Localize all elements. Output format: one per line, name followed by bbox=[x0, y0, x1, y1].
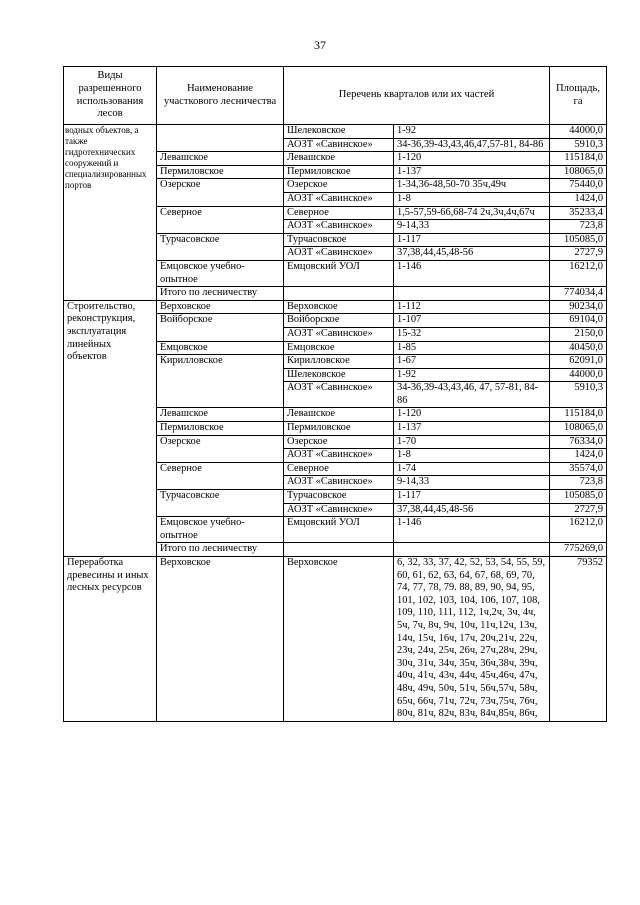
quarters-cell: 1-74 bbox=[394, 462, 550, 476]
district-cell: АОЗТ «Савинское» bbox=[284, 503, 394, 517]
district-cell bbox=[284, 287, 394, 301]
quarters-cell: 1-8 bbox=[394, 449, 550, 463]
total-area: 774034,4 bbox=[550, 287, 607, 301]
quarters-cell bbox=[394, 543, 550, 557]
quarters-cell: 37,38,44,45,48-56 bbox=[394, 247, 550, 261]
area-cell: 35233,4 bbox=[550, 206, 607, 220]
quarters-cell: 1-120 bbox=[394, 152, 550, 166]
area-cell: 1424,0 bbox=[550, 449, 607, 463]
area-cell: 1424,0 bbox=[550, 192, 607, 206]
district-cell: Левашское bbox=[284, 152, 394, 166]
header-quarters: Перечень кварталов или их частей bbox=[284, 67, 550, 125]
table-row bbox=[64, 125, 607, 139]
forestry-cell: Северное bbox=[157, 462, 284, 489]
use-kind-cell: водных объектов, а также гидротехнических сооружений и специализированных портов bbox=[64, 125, 157, 301]
district-cell: Кирилловское bbox=[284, 355, 394, 369]
quarters-cell: 1-70 bbox=[394, 435, 550, 449]
district-cell: Турчасовское bbox=[284, 233, 394, 247]
total-label: Итого по лесничеству bbox=[157, 543, 284, 557]
quarters-cell: 37,38,44,45,48-56 bbox=[394, 503, 550, 517]
district-cell: Емцовское bbox=[284, 341, 394, 355]
district-cell: Емцовский УОЛ bbox=[284, 517, 394, 543]
quarters-cell: 9-14,33 bbox=[394, 476, 550, 490]
area-cell: 5910,3 bbox=[550, 138, 607, 152]
area-cell: 723,8 bbox=[550, 476, 607, 490]
area-cell: 75440,0 bbox=[550, 179, 607, 193]
district-cell: Пермиловское bbox=[284, 165, 394, 179]
area-cell: 723,8 bbox=[550, 220, 607, 234]
forestry-cell: Войборское bbox=[157, 314, 284, 341]
area-cell: 105085,0 bbox=[550, 233, 607, 247]
district-cell: Озерское bbox=[284, 179, 394, 193]
forestry-cell: Кирилловское bbox=[157, 355, 284, 408]
forestry-cell: Озерское bbox=[157, 435, 284, 462]
district-cell: АОЗТ «Савинское» bbox=[284, 138, 394, 152]
area-cell: 2727,9 bbox=[550, 247, 607, 261]
area-cell: 108065,0 bbox=[550, 422, 607, 436]
quarters-cell: 1-92 bbox=[394, 368, 550, 382]
quarters-cell: 1-137 bbox=[394, 165, 550, 179]
area-cell: 44000,0 bbox=[550, 368, 607, 382]
district-cell: Верховское bbox=[284, 300, 394, 314]
quarters-cell: 1-34,36-48,50-70 35ч,49ч bbox=[394, 179, 550, 193]
quarters-cell: 1-117 bbox=[394, 490, 550, 504]
area-cell: 115184,0 bbox=[550, 408, 607, 422]
district-cell: Шелековское bbox=[284, 368, 394, 382]
quarters-cell: 34-36,39-43,43,46,47,57-81, 84-86 bbox=[394, 138, 550, 152]
area-cell: 79352 bbox=[550, 557, 607, 722]
area-cell: 76334,0 bbox=[550, 435, 607, 449]
area-cell: 16212,0 bbox=[550, 517, 607, 543]
area-cell: 105085,0 bbox=[550, 490, 607, 504]
header-forestry: Наименование участкового лесничества bbox=[157, 67, 284, 125]
forest-use-table bbox=[63, 66, 607, 722]
area-cell: 69104,0 bbox=[550, 314, 607, 328]
district-cell: Северное bbox=[284, 462, 394, 476]
district-cell bbox=[284, 543, 394, 557]
total-label: Итого по лесничеству bbox=[157, 287, 284, 301]
district-cell: АОЗТ «Савинское» bbox=[284, 327, 394, 341]
use-kind-cell: Строительство, реконструкция, эксплуатация линейных объектов bbox=[64, 300, 157, 556]
forestry-cell: Емцовское учебно-опытное bbox=[157, 260, 284, 286]
area-cell: 5910,3 bbox=[550, 382, 607, 408]
quarters-cell: 1-92 bbox=[394, 125, 550, 139]
forestry-cell: Емцовское bbox=[157, 341, 284, 355]
district-cell: Левашское bbox=[284, 408, 394, 422]
district-cell: Озерское bbox=[284, 435, 394, 449]
quarters-cell: 1-120 bbox=[394, 408, 550, 422]
quarters-cell: 1-117 bbox=[394, 233, 550, 247]
page-number: 37 bbox=[314, 38, 326, 52]
quarters-cell: 1-8 bbox=[394, 192, 550, 206]
area-cell: 90234,0 bbox=[550, 300, 607, 314]
table-header-row bbox=[64, 67, 607, 125]
area-cell: 2727,9 bbox=[550, 503, 607, 517]
district-cell: Войборское bbox=[284, 314, 394, 328]
forestry-cell: Пермиловское bbox=[157, 422, 284, 436]
quarters-cell: 1-85 bbox=[394, 341, 550, 355]
quarters-cell: 6, 32, 33, 37, 42, 52, 53, 54, 55, 59, 60, 61, 62, 63, 64, 67, 68, 69, 70, 74, 77, 78, 79. 88, 89, 90, 94, 95, 101, 102, 103, 104, 106, 107, 108, 109, 110, 111, 112, 1ч,2ч, 3ч, 4ч, 5ч, 7ч, 8ч, 9ч, 10ч, 11ч,12ч, 13ч, 14ч, 15ч, 16ч, 17ч, 20ч,21ч, 22ч, 23ч, 24ч, 25ч, 26ч, 27ч,28ч, 29ч, 30ч, 31ч, 34ч, 35ч, 36ч,38ч, 39ч, 40ч, 41ч, 43ч, 44ч, 45ч,46ч, 47ч, 48ч, 49ч, 50ч, 51ч, 56ч,57ч, 58ч, 65ч, 66ч, 71ч, 72ч, 73ч,75ч, 76ч, 80ч, 81ч, 82ч, 83ч, 84ч,85ч, 86ч, bbox=[394, 557, 550, 722]
forestry-cell: Турчасовское bbox=[157, 233, 284, 260]
header-area: Площадь, га bbox=[550, 67, 607, 125]
forestry-cell: Пермиловское bbox=[157, 165, 284, 179]
district-cell: Турчасовское bbox=[284, 490, 394, 504]
table-row bbox=[64, 557, 607, 722]
forestry-cell: Емцовское учебно-опытное bbox=[157, 517, 284, 543]
district-cell: АОЗТ «Савинское» bbox=[284, 382, 394, 408]
quarters-cell: 1-67 bbox=[394, 355, 550, 369]
area-cell: 2150,0 bbox=[550, 327, 607, 341]
table-row bbox=[64, 300, 607, 314]
district-cell: АОЗТ «Савинское» bbox=[284, 192, 394, 206]
forestry-cell: Северное bbox=[157, 206, 284, 233]
quarters-cell: 1-107 bbox=[394, 314, 550, 328]
forestry-cell: Левашское bbox=[157, 152, 284, 166]
forestry-cell: Верховское bbox=[157, 300, 284, 314]
quarters-cell: 1-137 bbox=[394, 422, 550, 436]
forestry-cell: Верховское bbox=[157, 557, 284, 722]
area-cell: 40450,0 bbox=[550, 341, 607, 355]
district-cell: Шелековское bbox=[284, 125, 394, 139]
area-cell: 44000,0 bbox=[550, 125, 607, 139]
quarters-cell: 9-14,33 bbox=[394, 220, 550, 234]
district-cell: Пермиловское bbox=[284, 422, 394, 436]
forestry-cell: Левашское bbox=[157, 408, 284, 422]
district-cell: Верховское bbox=[284, 557, 394, 722]
district-cell: Емцовский УОЛ bbox=[284, 260, 394, 286]
forestry-cell bbox=[157, 125, 284, 152]
quarters-cell: 1-146 bbox=[394, 517, 550, 543]
quarters-cell: 15-32 bbox=[394, 327, 550, 341]
forestry-cell: Турчасовское bbox=[157, 490, 284, 517]
area-cell: 35574,0 bbox=[550, 462, 607, 476]
quarters-cell: 1,5-57,59-66,68-74 2ч,3ч,4ч,67ч bbox=[394, 206, 550, 220]
header-kind: Виды разрешенного использования лесов bbox=[64, 67, 157, 125]
area-cell: 108065,0 bbox=[550, 165, 607, 179]
use-kind-cell: Переработка древесины и иных лесных ресурсов bbox=[64, 557, 157, 722]
district-cell: АОЗТ «Савинское» bbox=[284, 220, 394, 234]
quarters-cell: 1-112 bbox=[394, 300, 550, 314]
district-cell: АОЗТ «Савинское» bbox=[284, 247, 394, 261]
district-cell: АОЗТ «Савинское» bbox=[284, 449, 394, 463]
area-cell: 62091,0 bbox=[550, 355, 607, 369]
area-cell: 16212,0 bbox=[550, 260, 607, 286]
quarters-cell bbox=[394, 287, 550, 301]
total-area: 775269,0 bbox=[550, 543, 607, 557]
quarters-cell: 1-146 bbox=[394, 260, 550, 286]
district-cell: Северное bbox=[284, 206, 394, 220]
quarters-cell: 34-36,39-43,43,46, 47, 57-81, 84-86 bbox=[394, 382, 550, 408]
district-cell: АОЗТ «Савинское» bbox=[284, 476, 394, 490]
forestry-cell: Озерское bbox=[157, 179, 284, 206]
area-cell: 115184,0 bbox=[550, 152, 607, 166]
